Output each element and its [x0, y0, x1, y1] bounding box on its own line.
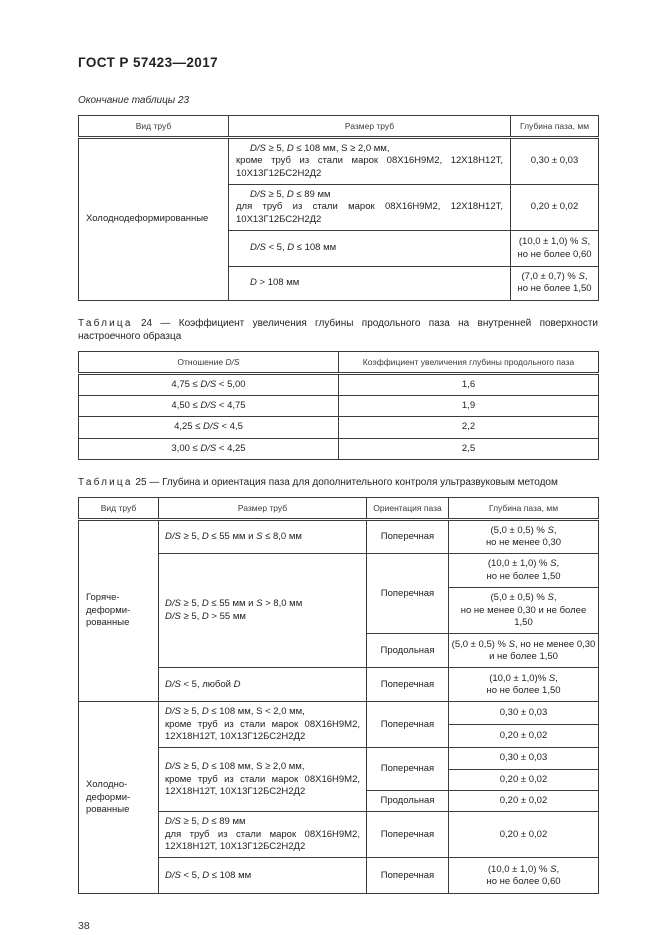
depth-cell: (10,0 ± 1,0) % S, но не более 0,60 — [449, 858, 599, 894]
depth-cell: (5,0 ± 0,5) % S, но не менее 0,30 и не более 1,50 — [449, 634, 599, 668]
table24 — [78, 351, 599, 460]
ratio-cell: 3,00 ≤ D/S < 4,25 — [79, 438, 339, 459]
coefficient-cell: 1,9 — [339, 396, 599, 417]
table-row — [79, 417, 599, 438]
table-row — [79, 702, 599, 725]
orientation-cell: Поперечная — [367, 812, 449, 858]
orientation-cell: Продольная — [367, 791, 449, 812]
size-cell: D/S < 5, D ≤ 108 мм — [229, 231, 511, 267]
size-cell: D/S ≥ 5, D ≤ 55 мм и S > 8,0 мм D/S ≥ 5, D > 55 мм — [159, 554, 367, 668]
size-cell: D/S ≥ 5, D ≤ 108 мм, S < 2,0 мм, кроме труб из стали марок 08Х16Н9М2, 12Х18Н12Т, 10Х13Г12БС2Н2Д2 — [159, 702, 367, 748]
depth-cell: 0,20 ± 0,02 — [511, 185, 599, 231]
coefficient-cell: 2,5 — [339, 438, 599, 459]
size-cell: D > 108 мм — [229, 267, 511, 301]
depth-cell: 0,20 ± 0,02 — [449, 812, 599, 858]
size-cell: D/S < 5, D ≤ 108 мм — [159, 858, 367, 894]
depth-cell: 0,20 ± 0,02 — [449, 791, 599, 812]
size-cell: D/S < 5, любой D — [159, 668, 367, 702]
table25 — [78, 497, 599, 895]
orientation-cell: Поперечная — [367, 668, 449, 702]
size-cell: D/S ≥ 5, D ≤ 55 мм и S ≤ 8,0 мм — [159, 519, 367, 554]
depth-cell: 0,20 ± 0,02 — [449, 769, 599, 790]
caption-word: Таблица — [78, 477, 133, 489]
table25-header-pipe-type: Вид труб — [79, 497, 159, 519]
ratio-cell: 4,50 ≤ D/S < 4,75 — [79, 396, 339, 417]
depth-cell: 0,30 ± 0,03 — [449, 748, 599, 769]
depth-cell: (7,0 ± 0,7) % S, но не более 1,50 — [511, 267, 599, 301]
depth-cell: 0,30 ± 0,03 — [449, 702, 599, 725]
table24-caption — [78, 317, 598, 344]
doc-header: ГОСТ Р 57423—2017 — [78, 55, 219, 70]
table-row — [79, 138, 599, 185]
group-label-cell: Холоднодеформированные — [79, 138, 229, 301]
table-row — [79, 396, 599, 417]
table25-header-row — [79, 497, 599, 519]
caption-text: 24 — Коэффициент увеличения глубины продольного паза на внутренней поверхности настроечного образца — [78, 317, 599, 343]
table23-header-groove-depth: Глубина паза, мм — [511, 116, 599, 138]
group-label-cell: Горяче- деформи- рованные — [79, 519, 159, 702]
table-row — [79, 438, 599, 459]
table-row — [79, 519, 599, 554]
ratio-cell: 4,75 ≤ D/S < 5,00 — [79, 373, 339, 395]
caption-word: Таблица — [78, 317, 133, 329]
page-number: 38 — [78, 920, 90, 933]
depth-cell: 0,20 ± 0,02 — [449, 725, 599, 748]
size-cell: D/S ≥ 5, D ≤ 89 мм для труб из стали марок 08Х16Н9М2, 12Х18Н12Т, 10Х13Г12БС2Н2Д2 — [159, 812, 367, 858]
orientation-cell: Поперечная — [367, 554, 449, 634]
caption-text: 25 — Глубина и ориентация паза для дополнительного контроля ультразвуковым методом — [135, 477, 558, 489]
table23 — [78, 115, 599, 301]
group-label-cell: Холодно- деформи- рованные — [79, 702, 159, 894]
table23-header-row — [79, 116, 599, 138]
table25-header-groove-depth: Глубина паза, мм — [449, 497, 599, 519]
table25-header-orientation: Ориентация паза — [367, 497, 449, 519]
depth-cell: (10,0 ± 1,0) % S, но не более 1,50 — [449, 554, 599, 588]
table25-caption — [78, 476, 598, 490]
coefficient-cell: 1,6 — [339, 373, 599, 395]
depth-cell: (5,0 ± 0,5) % S, но не менее 0,30 — [449, 519, 599, 554]
table24-header-ratio: Отношение D/S — [79, 351, 339, 373]
depth-cell: 0,30 ± 0,03 — [511, 138, 599, 185]
depth-cell: (5,0 ± 0,5) % S, но не менее 0,30 и не более 1,50 — [449, 588, 599, 634]
table23-header-pipe-type: Вид труб — [79, 116, 229, 138]
ratio-cell: 4,25 ≤ D/S < 4,5 — [79, 417, 339, 438]
orientation-cell: Поперечная — [367, 702, 449, 748]
size-cell: D/S ≥ 5, D ≤ 89 мм для труб из стали марок 08Х16Н9М2, 12Х18Н12Т, 10Х13Г12БС2Н2Д2 — [229, 185, 511, 231]
coefficient-cell: 2,2 — [339, 417, 599, 438]
size-cell: D/S ≥ 5, D ≤ 108 мм, S ≥ 2,0 мм, кроме труб из стали марок 08Х16Н9М2, 12Х18Н12Т, 10Х13Г12БС2Н2Д2 — [159, 748, 367, 812]
depth-cell: (10,0 ± 1,0)% S, но не более 1,50 — [449, 668, 599, 702]
table23-header-pipe-size: Размер труб — [229, 116, 511, 138]
table24-header-coefficient: Коэффициент увеличения глубины продольного паза — [339, 351, 599, 373]
depth-cell: (10,0 ± 1,0) % S, но не более 0,60 — [511, 231, 599, 267]
orientation-cell: Поперечная — [367, 858, 449, 894]
orientation-cell: Поперечная — [367, 519, 449, 554]
table23-continuation-label: Окончание таблицы 23 — [78, 95, 190, 106]
table-row — [79, 373, 599, 395]
orientation-cell: Поперечная — [367, 748, 449, 791]
size-cell: D/S ≥ 5, D ≤ 108 мм, S ≥ 2,0 мм, кроме труб из стали марок 08Х16Н9М2, 12Х18Н12Т, 10Х13Г12БС2Н2Д2 — [229, 138, 511, 185]
table25-header-pipe-size: Размер труб — [159, 497, 367, 519]
orientation-cell: Продольная — [367, 634, 449, 668]
table24-header-row — [79, 351, 599, 373]
